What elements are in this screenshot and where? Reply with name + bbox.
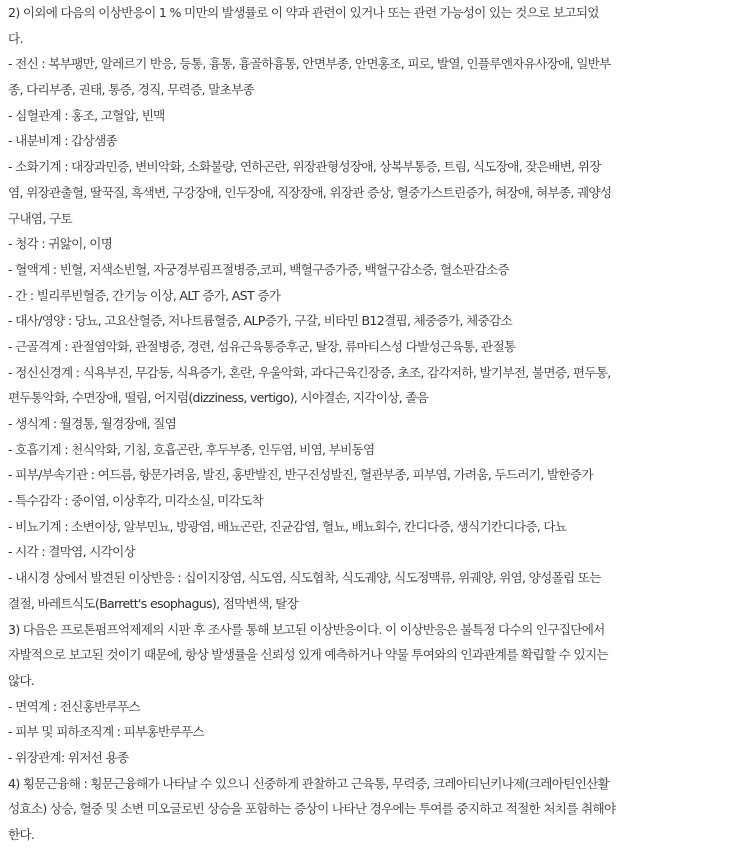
list-item-reproductive: - 생식계 : 월경통, 월경장애, 질염 xyxy=(8,416,177,431)
paragraph-4-line-2: 성효소) 상승, 혈중 및 소변 미오글로빈 상승을 포함하는 증상이 나타난 경우에는 투여를 중지하고 적절한 처치를 취해야 xyxy=(8,801,616,817)
list-item-neuropsychiatric-cont: 편두통악화, 수면장애, 떨림, 어지럼(dizziness, vertigo), 시야결손, 지각이상, 졸음 xyxy=(8,390,429,406)
paragraph-3-line-1: 3) 다음은 프로톤펌프억제제의 시판 후 조사를 통해 보고된 이상반응이다. 이 이상반응은 불특정 다수의 인구집단에서 xyxy=(8,621,605,637)
list-item-neuropsychiatric: - 정신신경계 : 식욕부진, 무감동, 식욕증가, 혼란, 우울악화, 과다근육긴장증, 초조, 감각저하, 발기부전, 불면증, 편두통, xyxy=(8,364,611,380)
list-item-musculoskeletal: - 근골격계 : 관절염악화, 관절병증, 경련, 섬유근육통증후군, 탈장, 류마티스성 다발성근육통, 관절통 xyxy=(8,338,516,354)
paragraph-4-line-3: 한다. xyxy=(8,827,35,842)
paragraph-3-line-2: 자발적으로 보고된 것이기 때문에, 항상 발생률을 신뢰성 있게 예측하거나 약물 투여와의 인과관계를 확립할 수 있지는 xyxy=(8,647,608,663)
list-item-skin-subcutaneous: - 피부 및 피하조직계 : 피부홍반루푸스 xyxy=(8,724,204,740)
list-item-endoscopic: - 내시경 상에서 발견된 이상반응 : 십이지장염, 식도염, 식도협착, 식도궤양, 식도정맥류, 위궤양, 위염, 양성폴립 또는 xyxy=(8,570,601,586)
list-item-digestive-cont-1: 염, 위장관출혈, 딸꾹질, 흑색변, 구강장애, 인두장애, 직장장애, 위장관 증상, 혈중가스트린증가, 혀장애, 혀부종, 궤양성 xyxy=(8,184,612,200)
list-item-vision: - 시각 : 결막염, 시각이상 xyxy=(8,544,136,560)
list-item-liver: - 간 : 빌리루빈혈증, 간기능 이상, ALT 증가, AST 증가 xyxy=(8,287,281,303)
list-item-digestive: - 소화기계 : 대장과민증, 변비악화, 소화불량, 연하곤란, 위장관형성장애, 상복부통증, 트림, 식도장애, 잦은배변, 위장 xyxy=(8,159,601,175)
list-item-whole-body: - 전신 : 복부팽만, 알레르기 반응, 등통, 흉통, 흉골하흉통, 안면부종, 안면홍조, 피로, 발열, 인플루엔자유사장애, 일반부 xyxy=(8,56,611,72)
list-item-whole-body-cont: 종, 다리부종, 권태, 통증, 경직, 무력증, 말초부종 xyxy=(8,82,255,98)
list-item-endoscopic-cont: 결절, 바레트식도(Barrett's esophagus), 점막변색, 탈장 xyxy=(8,595,299,611)
paragraph-4-line-1: 4) 횡문근융해 : 횡문근융해가 나타날 수 있으니 신중하게 관찰하고 근육통, 무력증, 크레아티닌키나제(크레아틴인산활 xyxy=(8,775,610,791)
list-item-endocrine: - 내분비계 : 갑상샘종 xyxy=(8,133,118,149)
list-item-gastrointestinal: - 위장관계: 위저선 용종 xyxy=(8,749,129,765)
paragraph-3-line-3: 않다. xyxy=(8,672,35,688)
paragraph-2-line-2: 다. xyxy=(8,30,23,46)
list-item-respiratory: - 호흡기계 : 천식악화, 기침, 호흡곤란, 후두부종, 인두염, 비염, 부비동염 xyxy=(8,441,375,457)
list-item-metabolic: - 대사/영양 : 당뇨, 고요산혈증, 저나트륨혈증, ALP증가, 구갈, 비타민 B12결핍, 체중증가, 체중감소 xyxy=(8,313,512,329)
list-item-hearing: - 청각 : 귀앓이, 이명 xyxy=(8,236,113,252)
list-item-immune: - 면역계 : 전신홍반루푸스 xyxy=(8,698,140,714)
list-item-cardiovascular: - 심혈관계 : 홍조, 고혈압, 빈맥 xyxy=(8,107,165,123)
paragraph-2-line-1: 2) 이외에 다음의 이상반응이 1 % 미만의 발생률로 이 약과 관련이 있거나 또는 관련 가능성이 있는 것으로 보고되었 xyxy=(8,5,599,20)
list-item-special-senses: - 특수감각 : 중이염, 이상후각, 미각소실, 미각도착 xyxy=(8,493,263,509)
list-item-hematologic: - 혈액계 : 빈혈, 저색소빈혈, 자궁경부림프절병증,코피, 백혈구증가증, 백혈구감소증, 혈소판감소증 xyxy=(8,261,509,277)
list-item-skin: - 피부/부속기관 : 여드름, 항문가려움, 발진, 홍반발진, 반구진성발진, 혈관부종, 피부염, 가려움, 두드러기, 발한증가 xyxy=(8,467,593,483)
list-item-digestive-cont-2: 구내염, 구토 xyxy=(8,210,72,226)
list-item-urogenital: - 비뇨기계 : 소변이상, 알부민뇨, 방광염, 배뇨곤란, 진균감염, 혈뇨, 배뇨회수, 칸디다증, 생식기칸디다증, 다뇨 xyxy=(8,518,567,534)
